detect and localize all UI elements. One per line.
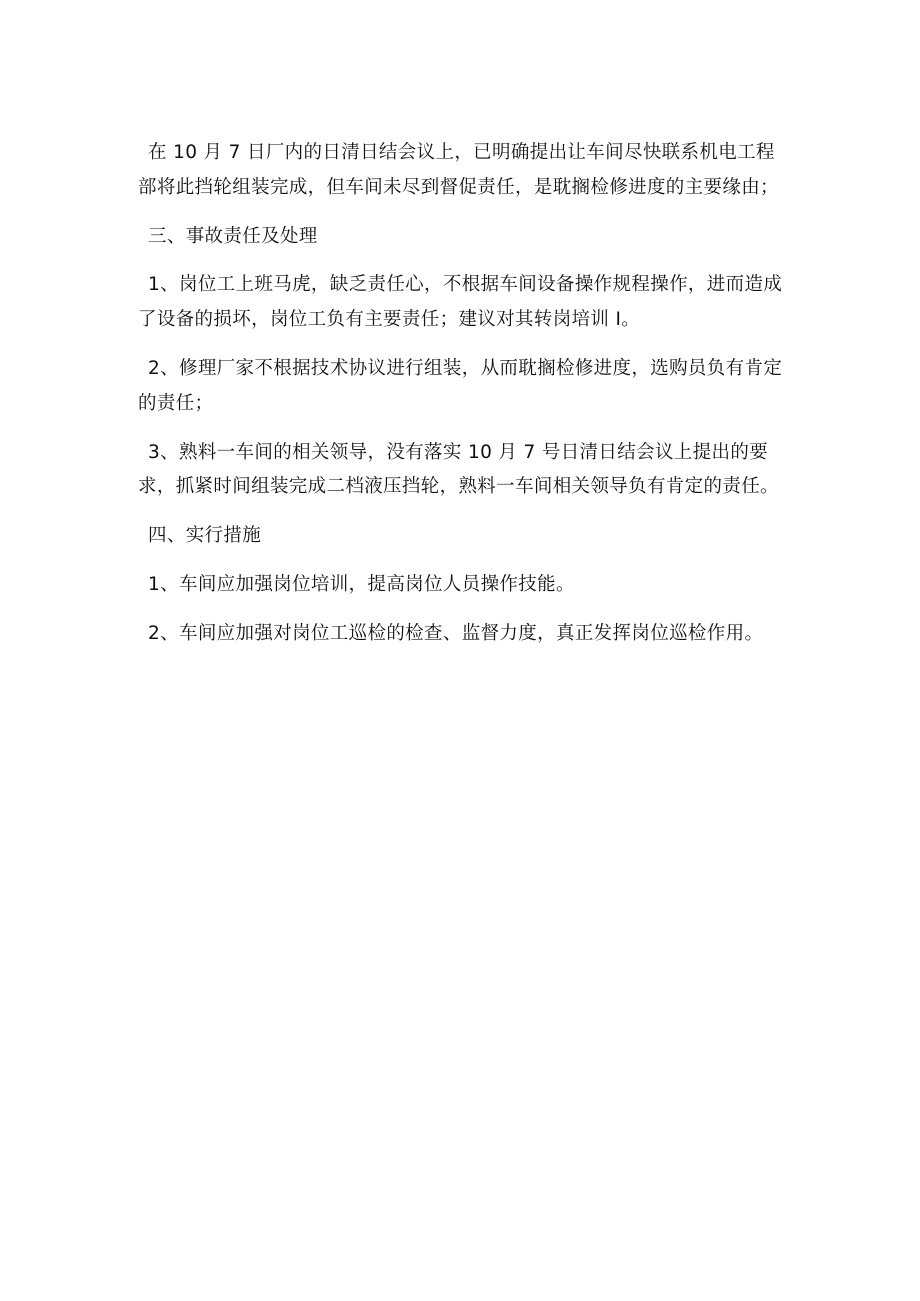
section-heading-measures: 四、实行措施 [148,525,262,547]
paragraph-measure-1: 1、车间应加强岗位培训，提高岗位人员操作技能。 [148,573,575,595]
paragraph-meeting-note: 在 10 月 7 日厂内的日清日结会议上，已明确提出让车间尽快联系机电工程部将此挡轮组装完成，但车间未尽到督促责任，是耽搁检修进度的主要缘由； [138,142,779,198]
paragraph-measure-2: 2、车间应加强对岗位工巡检的检查、监督力度，真正发挥岗位巡检作用。 [148,622,764,644]
paragraph-responsibility-3: 3、熟料一车间的相关领导，没有落实 10 月 7 号日清日结会议上提出的要求，抓紧时间组装完成二档液压挡轮，熟料一车间相关领导负有肯定的责任。 [138,441,779,498]
section-heading-responsibility: 三、事故责任及处理 [148,225,318,247]
paragraph-responsibility-2: 2、修理厂家不根据技术协议进行组装，从而耽搁检修进度，选购员负有肯定的责任； [138,357,783,414]
document-body [138,136,788,666]
paragraph-responsibility-1: 1、岗位工上班马虎，缺乏责任心，不根据车间设备操作规程操作，进而造成了设备的损坏，岗位工负有主要责任；建议对其转岗培训 I。 [138,274,783,331]
